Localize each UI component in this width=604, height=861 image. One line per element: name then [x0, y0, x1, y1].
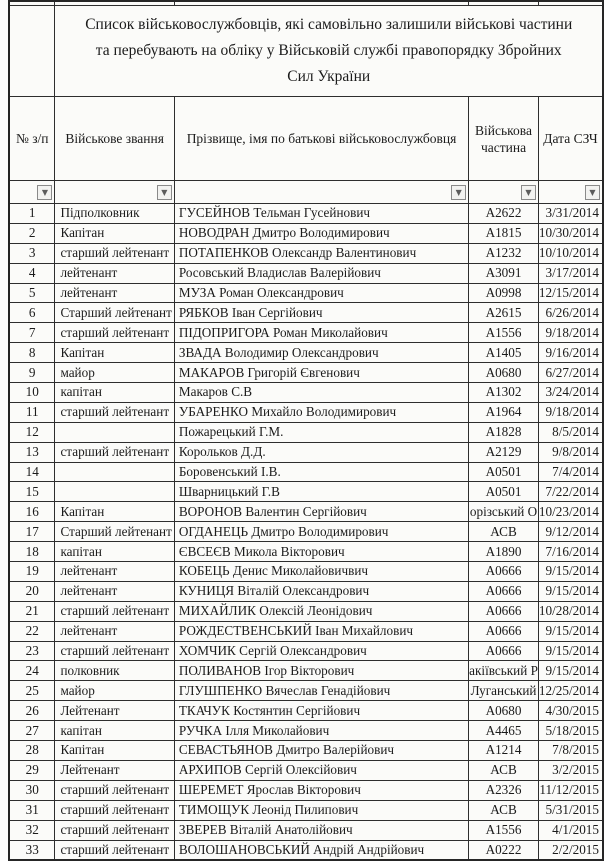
cell-num: 27: [9, 721, 55, 741]
header-row: [9, 97, 603, 181]
cell-name: НОВОДРАН Дмитро Володимирович: [174, 223, 468, 243]
table-row: [9, 721, 603, 741]
cell-date: 4/1/2015: [538, 820, 603, 840]
cell-unit: А0666: [469, 621, 539, 641]
cell-unit: АСВ: [469, 760, 539, 780]
cell-num: 1: [9, 204, 55, 224]
cell-name: МАКАРОВ Григорій Євгенович: [174, 363, 468, 383]
cell-rank: [55, 482, 174, 502]
column-header-name: Прізвище, імя по батькові військовослужбовця: [174, 97, 468, 181]
filter-dropdown-name[interactable]: [451, 185, 466, 200]
cell-rank: Лейтенант: [55, 760, 174, 780]
cell-rank: майор: [55, 363, 174, 383]
cell-rank: старший лейтенант: [55, 402, 174, 422]
cell-name: Корольков Д.Д.: [174, 442, 468, 462]
filter-row: [9, 181, 603, 204]
cell-name: ГЛУШПЕНКО Вячеслав Генадійович: [174, 681, 468, 701]
cell-unit: орізський О: [469, 502, 539, 522]
cell-rank: Старший лейтенант: [55, 522, 174, 542]
cell-unit: А2622: [469, 204, 539, 224]
filter-dropdown-num[interactable]: [37, 185, 52, 200]
cell-name: ВОРОНОВ Валентин Сергійович: [174, 502, 468, 522]
cell-num: 30: [9, 780, 55, 800]
cell-name: ПОЛИВАНОВ Ігор Вікторович: [174, 661, 468, 681]
table-row: [9, 701, 603, 721]
table-row: [9, 741, 603, 761]
table-row: [9, 303, 603, 323]
table-row: [9, 263, 603, 283]
cell-num: 14: [9, 462, 55, 482]
table-row: [9, 820, 603, 840]
cell-date: 9/15/2014: [538, 562, 603, 582]
table-row: [9, 422, 603, 442]
cell-name: РОЖДЕСТВЕНСЬКИЙ Іван Михайлович: [174, 621, 468, 641]
cell-unit: А0666: [469, 562, 539, 582]
cell-unit: А3091: [469, 263, 539, 283]
table-row: [9, 402, 603, 422]
cell-rank: капітан: [55, 542, 174, 562]
page-title: Список військовослужбовців, які самовільно залишили військові частини та перебувають на обліку у Військовій службі правопорядку Збройних Сил України: [55, 6, 603, 97]
cell-rank: полковник: [55, 661, 174, 681]
cell-date: 2/2/2015: [538, 840, 603, 860]
table-row: [9, 482, 603, 502]
cell-num: 10: [9, 383, 55, 403]
cell-rank: Капітан: [55, 741, 174, 761]
cell-num: 24: [9, 661, 55, 681]
cell-rank: старший лейтенант: [55, 641, 174, 661]
cell-name: ТКАЧУК Костянтин Сергійович: [174, 701, 468, 721]
cell-unit: А1232: [469, 243, 539, 263]
dropdown-arrow-icon: ▼: [525, 187, 532, 197]
cell-num: 17: [9, 522, 55, 542]
cell-rank: Старший лейтенант: [55, 303, 174, 323]
cell-name: ПІДОПРИГОРА Роман Миколайович: [174, 323, 468, 343]
cell-num: 9: [9, 363, 55, 383]
cell-rank: старший лейтенант: [55, 243, 174, 263]
cell-unit: А0680: [469, 701, 539, 721]
cell-name: УБАРЕНКО Михайло Володимирович: [174, 402, 468, 422]
cell-name: ТИМОЩУК Леонід Пилипович: [174, 800, 468, 820]
cell-unit: акіївський Р: [469, 661, 539, 681]
cell-num: 19: [9, 562, 55, 582]
cell-unit: А1964: [469, 402, 539, 422]
filter-cell-name: [174, 181, 468, 204]
cell-unit: А2615: [469, 303, 539, 323]
cell-name: Росовський Владислав Валерійович: [174, 263, 468, 283]
cell-num: 29: [9, 760, 55, 780]
cell-num: 3: [9, 243, 55, 263]
table-row: [9, 601, 603, 621]
table-row: [9, 243, 603, 263]
cell-rank: старший лейтенант: [55, 323, 174, 343]
cell-date: 5/31/2015: [538, 800, 603, 820]
cell-num: 15: [9, 482, 55, 502]
cell-num: 23: [9, 641, 55, 661]
cell-num: 20: [9, 581, 55, 601]
table-row: [9, 681, 603, 701]
title-row-empty-cell: [9, 6, 55, 97]
table-row: [9, 442, 603, 462]
cell-num: 6: [9, 303, 55, 323]
table-row: [9, 760, 603, 780]
cell-date: 3/24/2014: [538, 383, 603, 403]
cell-rank: лейтенант: [55, 263, 174, 283]
cell-date: 9/15/2014: [538, 621, 603, 641]
cell-date: 9/8/2014: [538, 442, 603, 462]
cell-name: ХОМЧИК Сергій Олександрович: [174, 641, 468, 661]
cell-name: КУНИЦЯ Віталій Олександрович: [174, 581, 468, 601]
cell-date: 10/10/2014: [538, 243, 603, 263]
cell-unit: А0998: [469, 283, 539, 303]
column-header-rank: Військове звання: [55, 97, 174, 181]
cell-rank: Капітан: [55, 343, 174, 363]
table-row: [9, 462, 603, 482]
cell-rank: [55, 422, 174, 442]
table-row: [9, 283, 603, 303]
table-row: [9, 542, 603, 562]
cell-rank: Капітан: [55, 223, 174, 243]
cell-date: 10/28/2014: [538, 601, 603, 621]
cell-unit: А1556: [469, 323, 539, 343]
cell-unit: Луганський: [469, 681, 539, 701]
cell-date: 12/25/2014: [538, 681, 603, 701]
filter-cell-unit: [469, 181, 539, 204]
cell-rank: старший лейтенант: [55, 800, 174, 820]
column-header-num: № з/п: [9, 97, 55, 181]
cell-name: Шварницький Г.В: [174, 482, 468, 502]
cell-date: 9/12/2014: [538, 522, 603, 542]
cell-unit: А1556: [469, 820, 539, 840]
filter-dropdown-rank[interactable]: [157, 185, 172, 200]
cell-date: 6/26/2014: [538, 303, 603, 323]
cell-unit: А4465: [469, 721, 539, 741]
cell-unit: А0680: [469, 363, 539, 383]
cell-num: 8: [9, 343, 55, 363]
cell-rank: капітан: [55, 383, 174, 403]
cell-date: 6/27/2014: [538, 363, 603, 383]
cell-num: 11: [9, 402, 55, 422]
cell-num: 7: [9, 323, 55, 343]
cell-date: 9/16/2014: [538, 343, 603, 363]
cell-num: 13: [9, 442, 55, 462]
cell-unit: А1214: [469, 741, 539, 761]
cell-date: 11/12/2015: [538, 780, 603, 800]
cell-date: 10/30/2014: [538, 223, 603, 243]
cell-name: КОБЕЦЬ Денис Миколайовичвич: [174, 562, 468, 582]
cell-rank: Підполковник: [55, 204, 174, 224]
cell-date: 3/17/2014: [538, 263, 603, 283]
cell-date: 12/15/2014: [538, 283, 603, 303]
dropdown-arrow-icon: ▼: [589, 187, 596, 197]
cell-rank: майор: [55, 681, 174, 701]
cell-unit: А0666: [469, 641, 539, 661]
cell-name: Пожарецький Г.М.: [174, 422, 468, 442]
cell-name: ШЕРЕМЕТ Ярослав Вікторович: [174, 780, 468, 800]
cell-unit: АСВ: [469, 800, 539, 820]
cell-rank: лейтенант: [55, 562, 174, 582]
cell-date: 9/15/2014: [538, 661, 603, 681]
table-body: [9, 204, 603, 860]
table-row: [9, 343, 603, 363]
cell-num: 33: [9, 840, 55, 860]
cell-date: 9/18/2014: [538, 323, 603, 343]
cell-date: 7/22/2014: [538, 482, 603, 502]
cell-date: 9/18/2014: [538, 402, 603, 422]
cell-name: ГУСЕЙНОВ Тельман Гусейнович: [174, 204, 468, 224]
cell-num: 22: [9, 621, 55, 641]
title-row: [9, 6, 603, 97]
table-row: [9, 780, 603, 800]
cell-name: МИХАЙЛИК Олексій Леонідович: [174, 601, 468, 621]
column-header-date: Дата СЗЧ: [538, 97, 603, 181]
cell-rank: капітан: [55, 721, 174, 741]
cell-name: ЗВАДА Володимир Олександрович: [174, 343, 468, 363]
cell-unit: А2326: [469, 780, 539, 800]
cell-unit: А1828: [469, 422, 539, 442]
table-row: [9, 204, 603, 224]
table-row: [9, 562, 603, 582]
cell-name: СЕВАСТЬЯНОВ Дмитро Валерійович: [174, 741, 468, 761]
table-row: [9, 840, 603, 860]
cell-num: 32: [9, 820, 55, 840]
cell-date: 5/18/2015: [538, 721, 603, 741]
cell-rank: старший лейтенант: [55, 780, 174, 800]
table-row: [9, 323, 603, 343]
cell-unit: А1405: [469, 343, 539, 363]
table-row: [9, 800, 603, 820]
cell-num: 16: [9, 502, 55, 522]
dropdown-arrow-icon: ▼: [455, 187, 462, 197]
cell-rank: Лейтенант: [55, 701, 174, 721]
cell-unit: А2129: [469, 442, 539, 462]
filter-dropdown-date[interactable]: [585, 185, 600, 200]
cell-unit: А1815: [469, 223, 539, 243]
cell-name: МУЗА Роман Олександрович: [174, 283, 468, 303]
filter-cell-rank: [55, 181, 174, 204]
cell-rank: старший лейтенант: [55, 820, 174, 840]
cell-num: 18: [9, 542, 55, 562]
filter-cell-date: [538, 181, 603, 204]
cell-num: 4: [9, 263, 55, 283]
filter-dropdown-unit[interactable]: [521, 185, 536, 200]
cell-rank: Капітан: [55, 502, 174, 522]
table-row: [9, 661, 603, 681]
table-row: [9, 581, 603, 601]
cell-num: 2: [9, 223, 55, 243]
table-row: [9, 641, 603, 661]
cell-unit: А1890: [469, 542, 539, 562]
table-row: [9, 223, 603, 243]
cell-date: 8/5/2014: [538, 422, 603, 442]
cell-date: 4/30/2015: [538, 701, 603, 721]
cell-name: Макаров С.В: [174, 383, 468, 403]
dropdown-arrow-icon: ▼: [161, 187, 168, 197]
table-row: [9, 363, 603, 383]
cell-name: РУЧКА Ілля Миколайович: [174, 721, 468, 741]
cell-unit: А0501: [469, 462, 539, 482]
cell-rank: лейтенант: [55, 621, 174, 641]
table-row: [9, 621, 603, 641]
cell-unit: АСВ: [469, 522, 539, 542]
cell-num: 26: [9, 701, 55, 721]
cell-name: ПОТАПЕНКОВ Олександр Валентинович: [174, 243, 468, 263]
cell-rank: старший лейтенант: [55, 601, 174, 621]
cell-num: 5: [9, 283, 55, 303]
cell-date: 9/15/2014: [538, 641, 603, 661]
cell-date: 9/15/2014: [538, 581, 603, 601]
cell-rank: [55, 462, 174, 482]
cell-rank: лейтенант: [55, 283, 174, 303]
filter-cell-num: [9, 181, 55, 204]
cell-date: 3/31/2014: [538, 204, 603, 224]
cell-name: ЗВЕРЕВ Віталій Анатолійович: [174, 820, 468, 840]
cell-name: ВОЛОШАНОВСЬКИЙ Андрій Андрійович: [174, 840, 468, 860]
table-row: [9, 383, 603, 403]
cell-unit: А0501: [469, 482, 539, 502]
cell-unit: А0222: [469, 840, 539, 860]
cell-date: 3/2/2015: [538, 760, 603, 780]
cell-num: 31: [9, 800, 55, 820]
table-row: [9, 522, 603, 542]
table-row: [9, 502, 603, 522]
cell-num: 25: [9, 681, 55, 701]
cell-date: 10/23/2014: [538, 502, 603, 522]
servicemen-table: [8, 0, 604, 861]
cell-rank: лейтенант: [55, 581, 174, 601]
cell-unit: А1302: [469, 383, 539, 403]
cell-rank: старший лейтенант: [55, 442, 174, 462]
cell-name: ЄВСЕЄВ Микола Вікторович: [174, 542, 468, 562]
cell-num: 12: [9, 422, 55, 442]
dropdown-arrow-icon: ▼: [41, 187, 49, 197]
cell-num: 28: [9, 741, 55, 761]
cell-name: РЯБКОВ Іван Сергійович: [174, 303, 468, 323]
cell-name: Боровенський І.В.: [174, 462, 468, 482]
cell-unit: А0666: [469, 581, 539, 601]
cell-num: 21: [9, 601, 55, 621]
cell-date: 7/8/2015: [538, 741, 603, 761]
cell-date: 7/16/2014: [538, 542, 603, 562]
cell-name: АРХИПОВ Сергій Олексійович: [174, 760, 468, 780]
cell-date: 7/4/2014: [538, 462, 603, 482]
cell-rank: старший лейтенант: [55, 840, 174, 860]
cell-name: ОГДАНЕЦЬ Дмитро Володимирович: [174, 522, 468, 542]
column-header-unit: Військова частина: [469, 97, 539, 181]
cell-unit: А0666: [469, 601, 539, 621]
